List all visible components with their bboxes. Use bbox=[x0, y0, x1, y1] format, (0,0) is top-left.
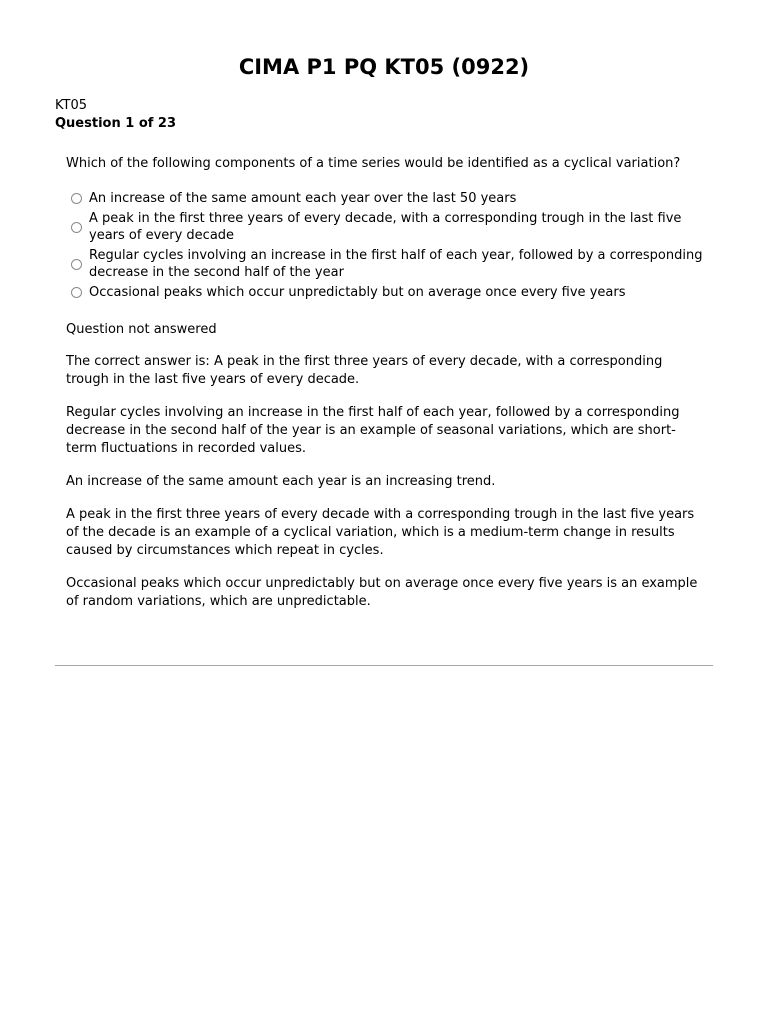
radio-button-icon[interactable] bbox=[71, 222, 82, 233]
answer-option-label: A peak in the first three years of every decade, with a corresponding trough in the last five years of every decade bbox=[89, 211, 682, 243]
explanation-paragraph: Occasional peaks which occur unpredictably but on average once every five years is an example of random variations, which are unpredictable. bbox=[66, 576, 698, 609]
question-prompt: Which of the following components of a time series would be identified as a cyclical variation? bbox=[66, 156, 681, 171]
explanation-paragraph: An increase of the same amount each year is an increasing trend. bbox=[66, 474, 496, 489]
explanation-paragraph: A peak in the first three years of every decade with a corresponding trough in the last five years of the decade is an example of a cyclical variation, which is a medium-term change in results caused by circumstances which repeat in cycles. bbox=[66, 507, 695, 558]
radio-button-icon[interactable] bbox=[71, 193, 82, 204]
section-divider bbox=[55, 665, 713, 666]
answer-option-label: An increase of the same amount each year over the last 50 years bbox=[89, 191, 517, 206]
answer-option-label: Occasional peaks which occur unpredictably but on average once every five years bbox=[89, 285, 626, 300]
question-number: Question 1 of 23 bbox=[55, 116, 177, 131]
answer-option-a[interactable] bbox=[66, 190, 706, 207]
question-content bbox=[66, 155, 706, 626]
quiz-code: KT05 bbox=[55, 98, 87, 113]
answer-options bbox=[66, 190, 706, 301]
page-title: CIMA P1 PQ KT05 (0922) bbox=[238, 55, 530, 79]
answer-option-b[interactable] bbox=[66, 210, 706, 244]
answer-option-label: Regular cycles involving an increase in the first half of each year, followed by a corresponding decrease in the second half of the year bbox=[89, 248, 703, 280]
correct-answer: The correct answer is: A peak in the first three years of every decade, with a corresponding trough in the last five years of every decade. bbox=[66, 354, 663, 387]
answer-status: Question not answered bbox=[66, 322, 217, 337]
explanation-paragraph: Regular cycles involving an increase in the first half of each year, followed by a corresponding decrease in the second half of the year is an example of seasonal variations, which are short-term fluctuations in recorded values. bbox=[66, 405, 680, 456]
question-meta bbox=[55, 97, 176, 133]
answer-option-d[interactable] bbox=[66, 284, 706, 301]
radio-button-icon[interactable] bbox=[71, 259, 82, 270]
radio-button-icon[interactable] bbox=[71, 287, 82, 298]
answer-option-c[interactable] bbox=[66, 247, 706, 281]
